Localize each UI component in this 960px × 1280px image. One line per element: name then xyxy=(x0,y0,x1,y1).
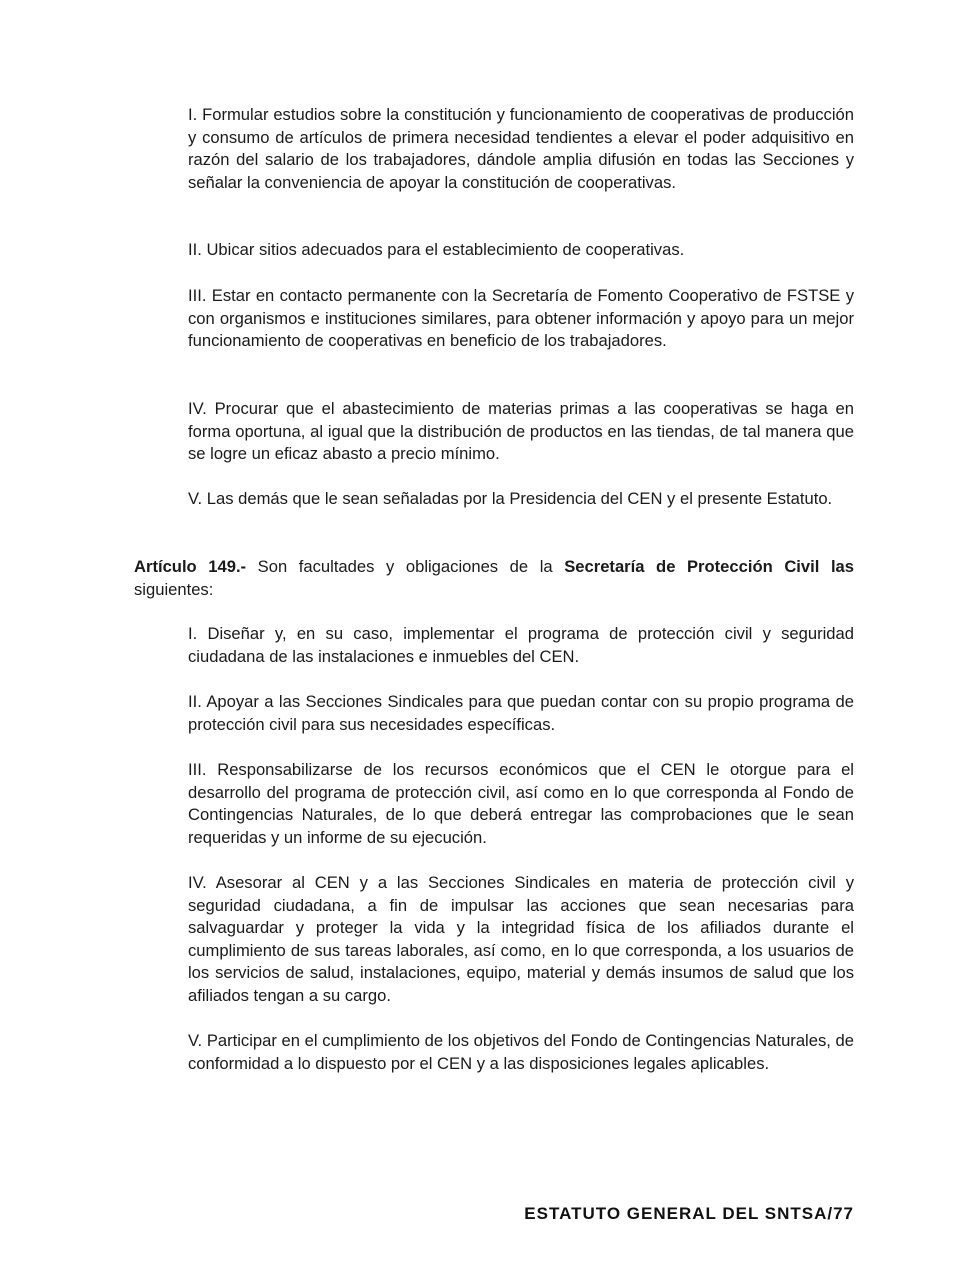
article-149-paragraph xyxy=(134,556,854,601)
article-text-after: siguientes: xyxy=(134,579,214,599)
fraction-v-cooperatives-others: V. Las demás que le sean señaladas por la Presidencia del CEN y el presente Estatuto. xyxy=(188,489,833,508)
article-text-before: Son facultades y obligaciones de la xyxy=(246,557,565,576)
fraction-iv-civil-protection-advice: IV. Asesorar al CEN y a las Secciones Sindicales en materia de protección civil y seguridad ciudadana, a fin de impulsar las acciones que sean necesarias para salvaguardar y proteger la vida y la integridad física de los afiliados durante el cumplimiento de sus tareas laborales, así como, en lo que corresponda, a los usuarios de los servicios de salud, instalaciones, equipo, material y demás insumos de salud que los afiliados tengan a su cargo. xyxy=(188,873,854,1005)
fraction-v-civil-protection-fund: V. Participar en el cumplimiento de los objetivos del Fondo de Contingencias Naturales, de conformidad a lo dispuesto por el CEN y a las disposiciones legales aplicables. xyxy=(188,1031,854,1073)
fraction-i-cooperatives-studies: I. Formular estudios sobre la constitución y funcionamiento de cooperativas de producción y consumo de artículos de primera necesidad tendientes a elevar el poder adquisitivo en razón del salario de los trabajadores, dándole amplia difusión en todas las Secciones y señalar la conveniencia de apoyar la constitución de cooperativas. xyxy=(188,105,854,192)
fraction-iii-civil-protection-resources: III. Responsabilizarse de los recursos económicos que el CEN le otorgue para el desarrollo del programa de protección civil, así como en lo que corresponda al Fondo de Contingencias Naturales, de lo que deberá entregar las comprobaciones que le sean requeridas y un informe de su ejecución. xyxy=(188,760,854,847)
article-entity: Secretaría de Protección Civil las xyxy=(564,557,855,576)
article-label: Artículo 149.- xyxy=(134,557,247,576)
fraction-ii-cooperatives-sites: II. Ubicar sitios adecuados para el establecimiento de cooperativas. xyxy=(188,240,685,259)
fraction-iv-cooperatives-supply: IV. Procurar que el abastecimiento de materias primas a las cooperativas se haga en forma oportuna, al igual que la distribución de productos en las tiendas, de tal manera que se logre un eficaz abasto a precio mínimo. xyxy=(188,399,854,464)
fraction-i-civil-protection-program: I. Diseñar y, en su caso, implementar el programa de protección civil y seguridad ciudadana de las instalaciones e inmuebles del CEN. xyxy=(188,624,854,666)
fraction-iii-cooperatives-contact: III. Estar en contacto permanente con la Secretaría de Fomento Cooperativo de FSTSE y con organismos e instituciones similares, para obtener información y apoyo para un mejor funcionamiento de cooperativas en beneficio de los trabajadores. xyxy=(188,286,854,351)
fraction-ii-civil-protection-sections: II. Apoyar a las Secciones Sindicales para que puedan contar con su propio programa de protección civil para sus necesidades específicas. xyxy=(188,692,854,734)
page-footer: ESTATUTO GENERAL DEL SNTSA/77 xyxy=(524,1204,854,1223)
